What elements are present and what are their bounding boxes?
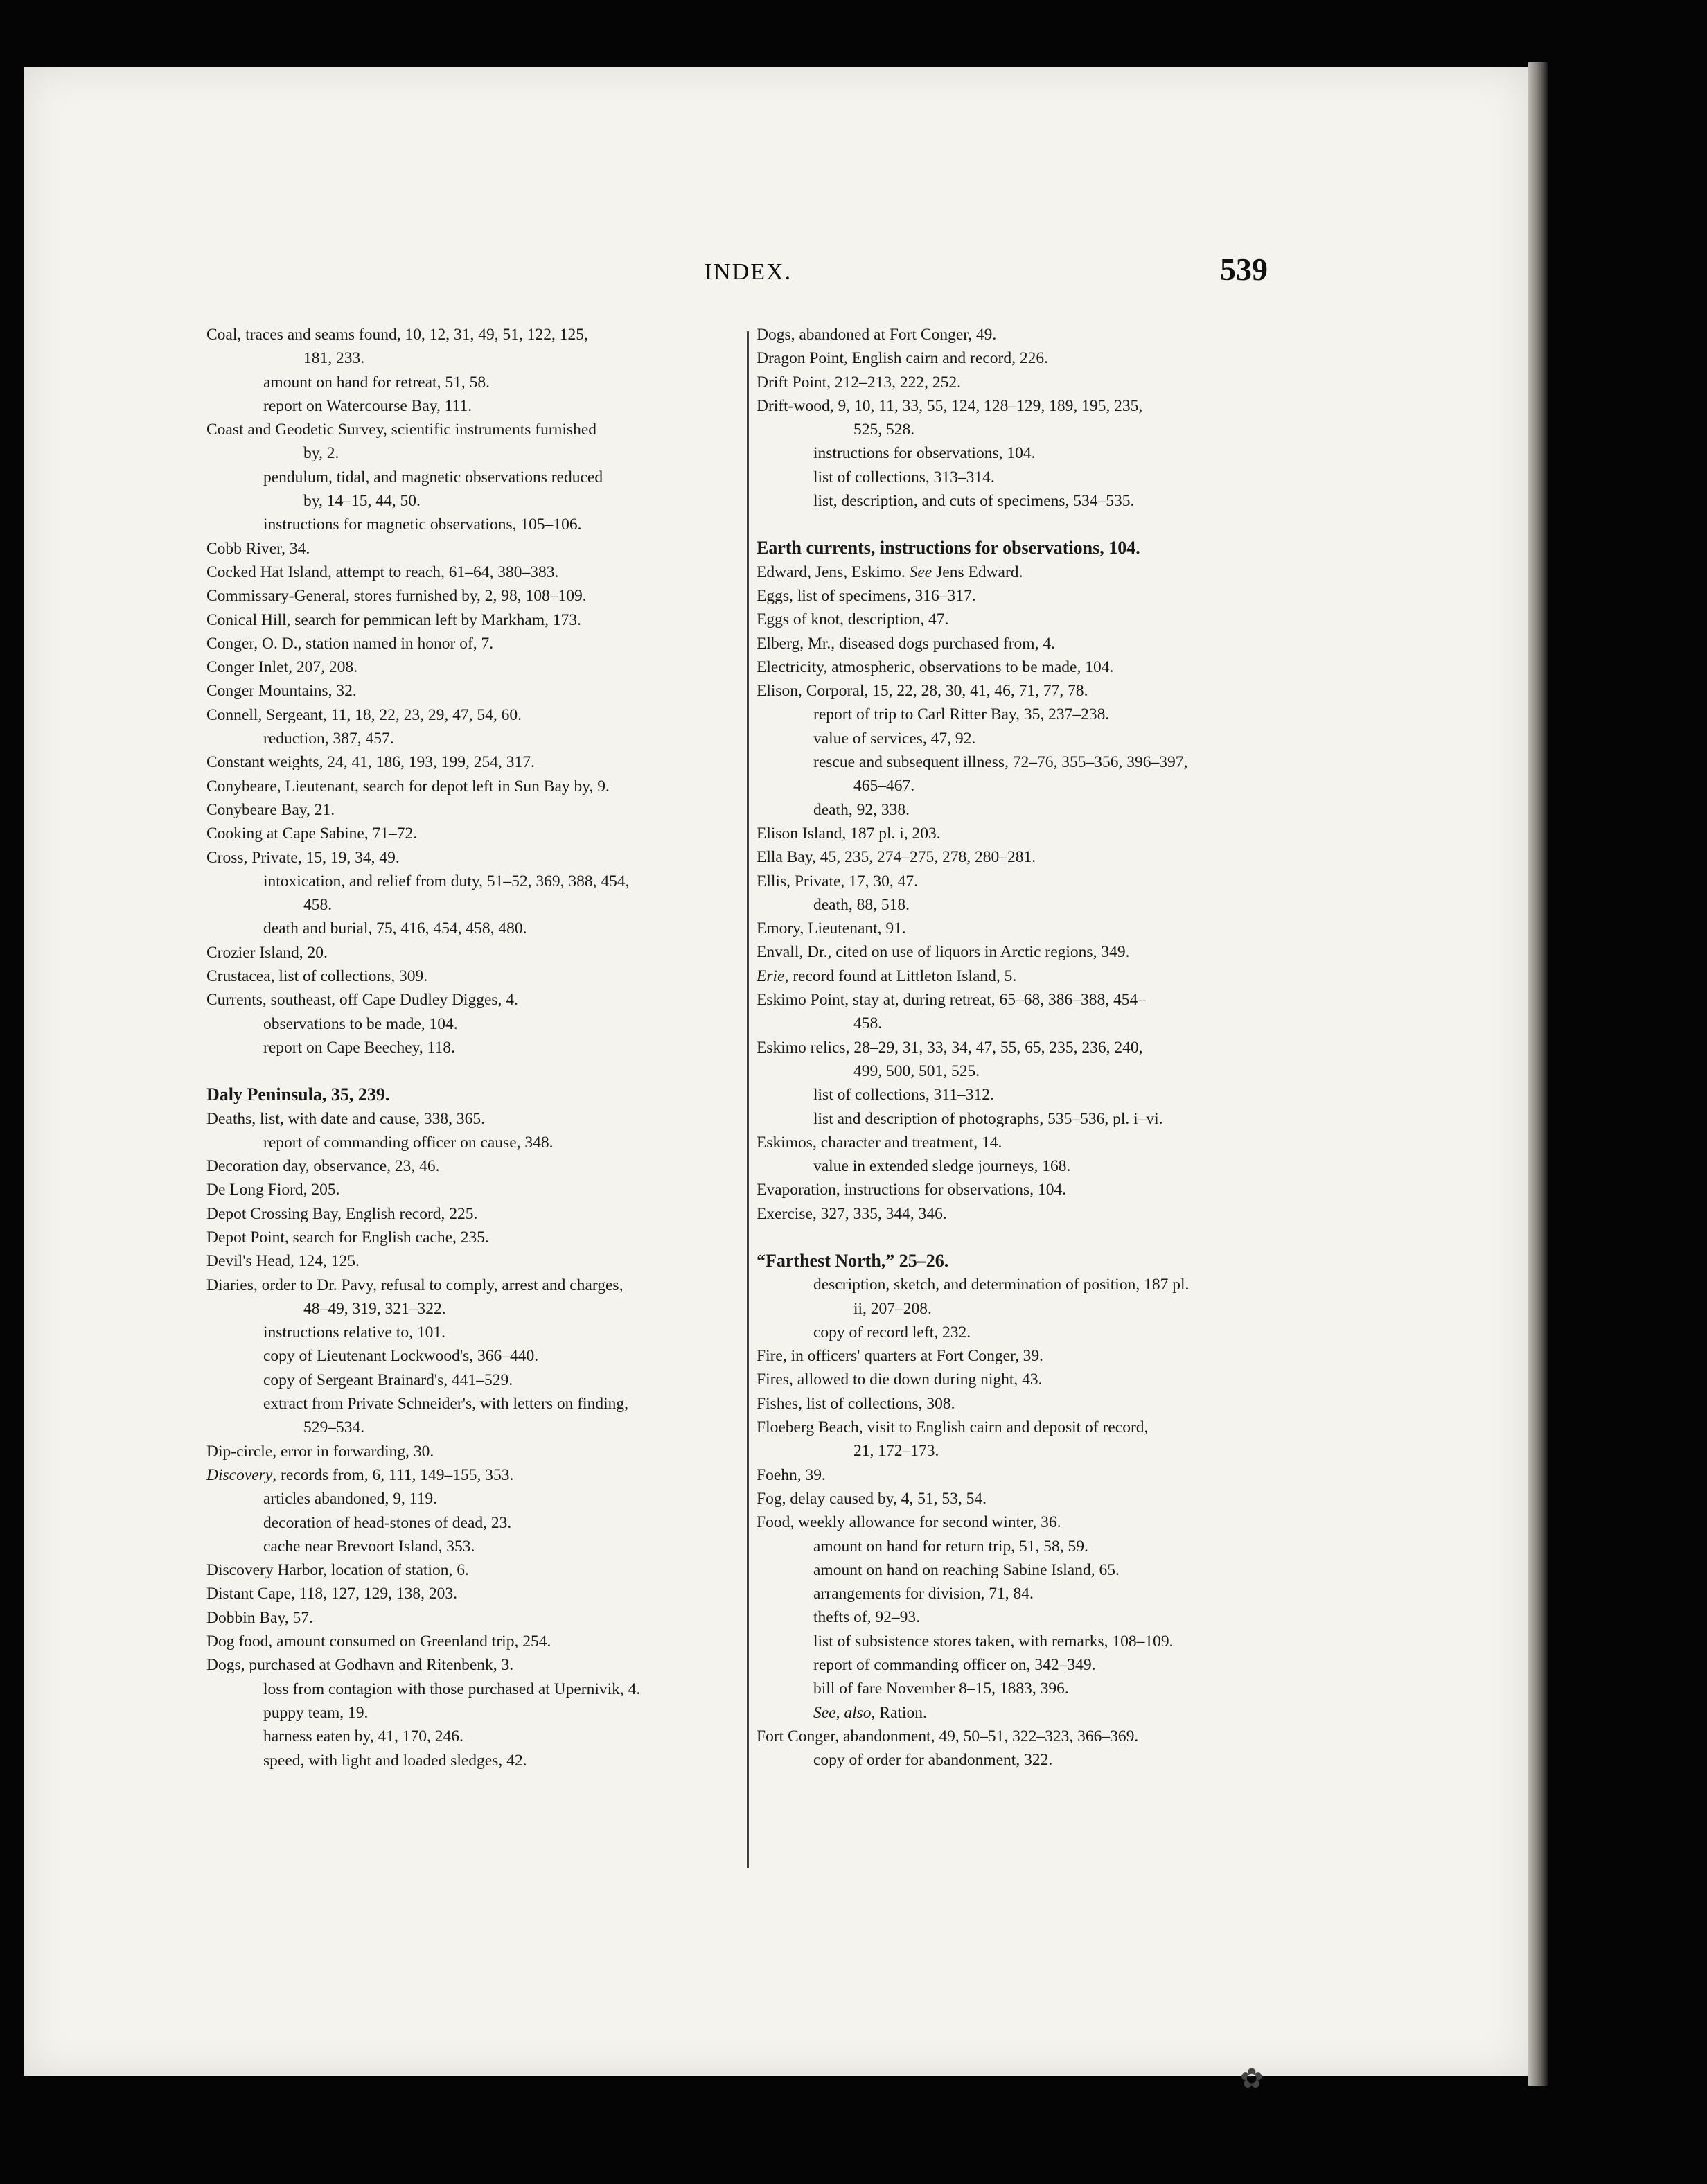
index-subentry: value of services, 47, 92. xyxy=(813,729,976,748)
index-subentry: amount on hand for return trip, 51, 58, 59. xyxy=(813,1537,1088,1556)
index-entry: Commissary-General, stores furnished by, 2, 98, 108–109. xyxy=(206,587,587,606)
index-subentry: See, also, Ration. xyxy=(813,1703,927,1722)
index-subentry: death, 92, 338. xyxy=(813,800,910,819)
index-entry: Depot Crossing Bay, English record, 225. xyxy=(206,1204,478,1223)
index-entry: Constant weights, 24, 41, 186, 193, 199, 254, 317. xyxy=(206,753,535,772)
index-entry: Electricity, atmospheric, observations to be made, 104. xyxy=(757,658,1114,676)
index-entry: Erie, record found at Littleton Island, 5. xyxy=(757,967,1017,985)
index-entry: Cobb River, 34. xyxy=(206,539,310,558)
index-entry: Exercise, 327, 335, 344, 346. xyxy=(757,1204,947,1223)
index-subentry: description, sketch, and determination of position, 187 pl. xyxy=(813,1276,1189,1294)
index-continuation: 499, 500, 501, 525. xyxy=(854,1062,980,1080)
index-subentry: list of collections, 313–314. xyxy=(813,468,995,486)
index-entry: Deaths, list, with date and cause, 338, 365. xyxy=(206,1109,486,1128)
index-subentry: decoration of head-stones of dead, 23. xyxy=(263,1513,512,1532)
section-gap xyxy=(206,1059,733,1083)
index-entry: Crustacea, list of collections, 309. xyxy=(206,967,428,986)
index-subentry: puppy team, 19. xyxy=(263,1703,369,1722)
index-subentry: copy of Lieutenant Lockwood's, 366–440. xyxy=(263,1347,539,1366)
index-entry: Evaporation, instructions for observations, 104. xyxy=(757,1181,1067,1199)
index-subentry: instructions relative to, 101. xyxy=(263,1323,446,1342)
index-entry: Discovery, records from, 6, 111, 149–155, 353. xyxy=(206,1465,514,1484)
index-column-left xyxy=(206,323,733,1772)
index-entry: Eskimo Point, stay at, during retreat, 65–68, 386–388, 454– xyxy=(757,991,1146,1010)
index-subentry: death and burial, 75, 416, 454, 458, 480. xyxy=(263,919,527,938)
index-entry: Eggs, list of specimens, 316–317. xyxy=(757,586,976,605)
index-subentry: list of subsistence stores taken, with remarks, 108–109. xyxy=(813,1632,1174,1650)
index-entry: Distant Cape, 118, 127, 129, 138, 203. xyxy=(206,1585,458,1603)
index-continuation: 465–467. xyxy=(854,777,915,795)
index-entry: Daly Peninsula, 35, 239. xyxy=(206,1084,390,1105)
index-subentry: copy of order for abandonment, 322. xyxy=(813,1751,1053,1770)
index-entry: Fishes, list of collections, 308. xyxy=(757,1394,955,1413)
index-entry: Decoration day, observance, 23, 46. xyxy=(206,1157,440,1176)
page-blemish: ✿ xyxy=(1240,2063,1264,2094)
index-entry: Ella Bay, 45, 235, 274–275, 278, 280–281. xyxy=(757,848,1036,867)
index-entry: Coal, traces and seams found, 10, 12, 31, 49, 51, 122, 125, xyxy=(206,326,588,344)
index-continuation: 458. xyxy=(854,1014,883,1033)
index-entry: Eggs of knot, description, 47. xyxy=(757,610,949,629)
index-subentry: reduction, 387, 457. xyxy=(263,730,394,748)
index-subentry: value in extended sledge journeys, 168. xyxy=(813,1157,1071,1176)
index-subentry: bill of fare November 8–15, 1883, 396. xyxy=(813,1680,1069,1698)
index-continuation: 529–534. xyxy=(303,1418,365,1437)
index-entry: Edward, Jens, Eskimo. See Jens Edward. xyxy=(757,563,1023,581)
index-subentry: cache near Brevoort Island, 353. xyxy=(263,1537,475,1556)
index-subentry: intoxication, and relief from duty, 51–52, 369, 388, 454, xyxy=(263,872,630,890)
index-entry: Cross, Private, 15, 19, 34, 49. xyxy=(206,848,400,867)
index-subentry: harness eaten by, 41, 170, 246. xyxy=(263,1727,463,1746)
index-subentry: copy of Sergeant Brainard's, 441–529. xyxy=(263,1371,513,1389)
index-entry: Eskimos, character and treatment, 14. xyxy=(757,1133,1002,1152)
index-subentry: extract from Private Schneider's, with letters on finding, xyxy=(263,1395,628,1414)
index-entry: Conical Hill, search for pemmican left by Markham, 173. xyxy=(206,610,581,629)
index-entry: De Long Fiord, 205. xyxy=(206,1181,340,1199)
index-entry: Drift Point, 212–213, 222, 252. xyxy=(757,373,962,391)
index-entry: “Farthest North,” 25–26. xyxy=(757,1250,949,1271)
index-entry: Floeberg Beach, visit to English cairn and deposit of record, xyxy=(757,1418,1149,1437)
index-subentry: list, description, and cuts of specimens, 534–535. xyxy=(813,492,1135,511)
index-entry: Emory, Lieutenant, 91. xyxy=(757,919,906,938)
index-subentry: observations to be made, 104. xyxy=(263,1014,458,1033)
index-continuation: 181, 233. xyxy=(303,349,365,368)
index-subentry: amount on hand on reaching Sabine Island, 65. xyxy=(813,1560,1120,1579)
index-continuation: ii, 207–208. xyxy=(854,1299,932,1318)
index-entry: Drift-wood, 9, 10, 11, 33, 55, 124, 128–129, 189, 195, 235, xyxy=(757,396,1143,415)
index-entry: Dogs, purchased at Godhavn and Ritenbenk, 3. xyxy=(206,1656,514,1675)
index-continuation: by, 14–15, 44, 50. xyxy=(303,492,421,511)
index-subentry: report on Cape Beechey, 118. xyxy=(263,1038,455,1057)
index-subentry: arrangements for division, 71, 84. xyxy=(813,1585,1034,1603)
index-entry: Currents, southeast, off Cape Dudley Digges, 4. xyxy=(206,991,518,1010)
index-entry: Conger, O. D., station named in honor of, 7. xyxy=(206,634,494,653)
index-entry: Diaries, order to Dr. Pavy, refusal to comply, arrest and charges, xyxy=(206,1276,623,1294)
index-entry: Elison Island, 187 pl. i, 203. xyxy=(757,824,941,843)
index-entry: Ellis, Private, 17, 30, 47. xyxy=(757,872,919,890)
index-entry: Envall, Dr., cited on use of liquors in Arctic regions, 349. xyxy=(757,943,1130,962)
index-entry: Fort Conger, abandonment, 49, 50–51, 322–323, 366–369. xyxy=(757,1727,1139,1745)
index-subentry: loss from contagion with those purchased at Upernivik, 4. xyxy=(263,1680,641,1698)
column-divider xyxy=(747,331,749,1868)
index-subentry: rescue and subsequent illness, 72–76, 355–356, 396–397, xyxy=(813,753,1188,772)
index-continuation: 458. xyxy=(303,896,333,915)
index-entry: Elison, Corporal, 15, 22, 28, 30, 41, 46, 71, 77, 78. xyxy=(757,682,1088,701)
index-entry: Cocked Hat Island, attempt to reach, 61–64, 380–383. xyxy=(206,563,559,581)
page-edge xyxy=(1528,62,1548,2086)
running-header: INDEX. xyxy=(704,259,793,285)
index-subentry: report of trip to Carl Ritter Bay, 35, 237–238. xyxy=(813,705,1110,724)
section-gap xyxy=(757,1226,1297,1249)
index-subentry: instructions for observations, 104. xyxy=(813,444,1036,463)
index-subentry: report on Watercourse Bay, 111. xyxy=(263,396,472,415)
index-subentry: pendulum, tidal, and magnetic observations reduced xyxy=(263,468,603,486)
index-entry: Cooking at Cape Sabine, 71–72. xyxy=(206,825,418,843)
index-entry: Dogs, abandoned at Fort Conger, 49. xyxy=(757,326,997,344)
index-continuation: 48–49, 319, 321–322. xyxy=(303,1299,446,1318)
page-number: 539 xyxy=(1220,252,1268,287)
index-entry: Fires, allowed to die down during night, 43. xyxy=(757,1371,1043,1389)
index-entry: Food, weekly allowance for second winter, 36. xyxy=(757,1513,1061,1532)
index-entry: Dragon Point, English cairn and record, 226. xyxy=(757,349,1048,368)
index-subentry: list of collections, 311–312. xyxy=(813,1086,994,1104)
index-subentry: articles abandoned, 9, 119. xyxy=(263,1490,438,1508)
index-subentry: instructions for magnetic observations, 105–106. xyxy=(263,516,582,534)
index-entry: Discovery Harbor, location of station, 6. xyxy=(206,1561,469,1580)
index-subentry: death, 88, 518. xyxy=(813,895,910,914)
index-entry: Dip-circle, error in forwarding, 30. xyxy=(206,1442,434,1461)
index-entry: Crozier Island, 20. xyxy=(206,943,328,962)
index-entry: Coast and Geodetic Survey, scientific instruments furnished xyxy=(206,421,597,439)
index-continuation: 21, 172–173. xyxy=(854,1442,939,1461)
index-column-right xyxy=(757,323,1297,1772)
section-gap xyxy=(757,513,1297,536)
index-subentry: amount on hand for retreat, 51, 58. xyxy=(263,373,490,391)
index-entry: Devil's Head, 124, 125. xyxy=(206,1252,360,1271)
index-entry: Dobbin Bay, 57. xyxy=(206,1608,313,1627)
index-entry: Eskimo relics, 28–29, 31, 33, 34, 47, 55, 65, 235, 236, 240, xyxy=(757,1038,1143,1057)
index-subentry: speed, with light and loaded sledges, 42. xyxy=(263,1751,527,1770)
index-subentry: copy of record left, 232. xyxy=(813,1323,971,1341)
index-entry: Conger Inlet, 207, 208. xyxy=(206,658,357,677)
index-continuation: 525, 528. xyxy=(854,421,915,439)
index-entry: Dog food, amount consumed on Greenland trip, 254. xyxy=(206,1632,551,1651)
index-entry: Depot Point, search for English cache, 235. xyxy=(206,1228,489,1247)
index-entry: Foehn, 39. xyxy=(757,1465,826,1484)
index-entry: Connell, Sergeant, 11, 18, 22, 23, 29, 47, 54, 60. xyxy=(206,705,522,724)
index-continuation: by, 2. xyxy=(303,444,339,463)
index-entry: Conybeare Bay, 21. xyxy=(206,800,335,819)
index-subentry: report of commanding officer on, 342–349. xyxy=(813,1656,1096,1675)
index-entry: Elberg, Mr., diseased dogs purchased from, 4. xyxy=(757,634,1055,653)
index-subentry: report of commanding officer on cause, 348. xyxy=(263,1133,554,1152)
index-entry: Conybeare, Lieutenant, search for depot left in Sun Bay by, 9. xyxy=(206,777,610,795)
index-subentry: list and description of photographs, 535–536, pl. i–vi. xyxy=(813,1109,1163,1128)
index-entry: Earth currents, instructions for observations, 104. xyxy=(757,538,1140,558)
index-entry: Fog, delay caused by, 4, 51, 53, 54. xyxy=(757,1489,987,1508)
index-subentry: thefts of, 92–93. xyxy=(813,1608,921,1627)
index-entry: Conger Mountains, 32. xyxy=(206,682,357,701)
index-entry: Fire, in officers' quarters at Fort Conger, 39. xyxy=(757,1347,1044,1366)
